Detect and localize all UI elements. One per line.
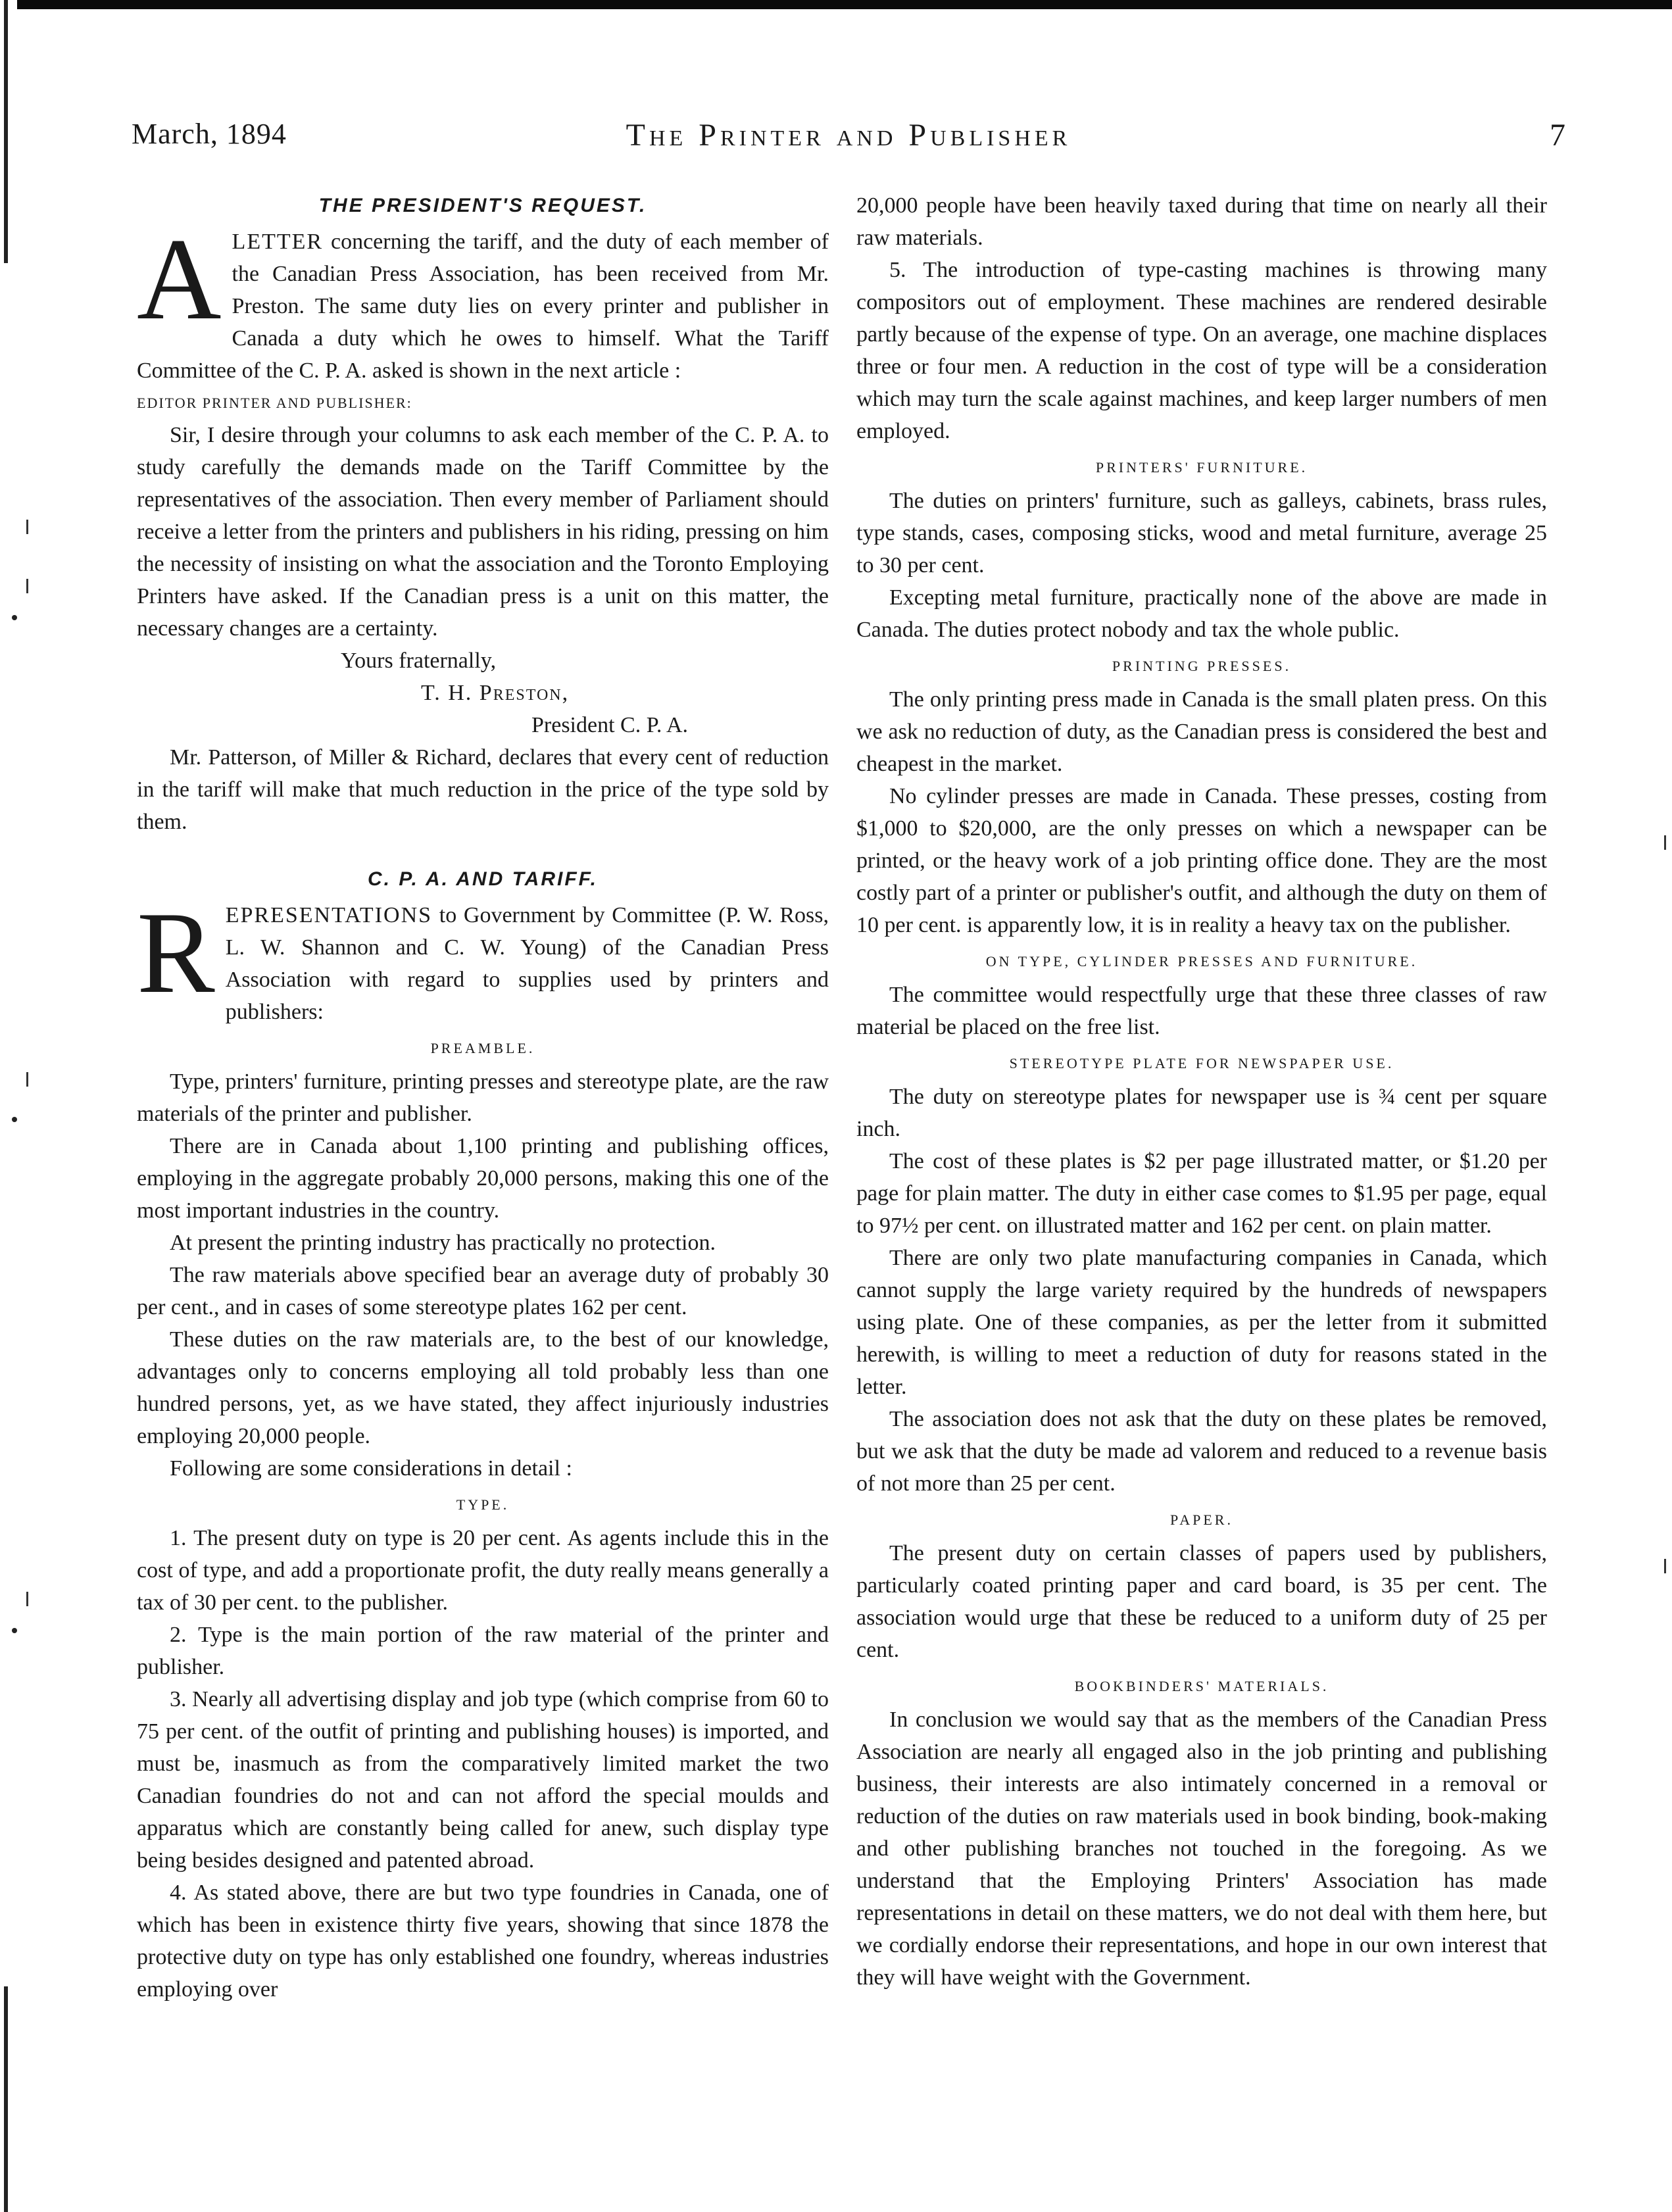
article-heading: THE PRESIDENT'S REQUEST.: [318, 195, 647, 216]
drop-cap: A: [137, 214, 222, 344]
section-heading: PREAMBLE.: [430, 1040, 535, 1056]
binding-edge-mark: [4, 1986, 8, 2212]
article-paragraph: The duty on stereotype plates for newspaper use is ¾ cent per square inch.: [856, 1085, 1547, 1141]
page-number: 7: [1550, 118, 1565, 153]
article-paragraph: The only printing press made in Canada is the small platen press. On this we ask no reduction of duty, as the Canadian press is considered the best and cheapest in the market.: [856, 687, 1547, 776]
section-heading: STEREOTYPE PLATE FOR NEWSPAPER USE.: [1009, 1055, 1394, 1071]
section-heading: TYPE.: [456, 1496, 510, 1513]
article-paragraph: The duties on printers' furniture, such as galleys, cabinets, brass rules, type stands, cases, composing sticks, wood and metal furniture, average 25 to 30 per cent.: [856, 489, 1547, 578]
right-column: [856, 189, 1547, 1994]
binding-edge-mark: [4, 0, 8, 263]
article-heading: C. P. A. AND TARIFF.: [367, 868, 598, 890]
article-paragraph: There are in Canada about 1,100 printing and publishing offices, employing in the aggregate probably 20,000 persons, making this one of the most important industries in the country.: [137, 1134, 829, 1223]
page-header: [132, 117, 1565, 163]
article-paragraph: The committee would respectfully urge that these three classes of raw material be placed on the free list.: [856, 983, 1547, 1039]
page-left-edge: [0, 0, 17, 2212]
article-paragraph: There are only two plate manufacturing companies in Canada, which cannot supply the large variety required by the hundreds of newspapers using plate. One of these companies, as per the letter from it submitted herewith, is willing to meet a reduction of duty for reasons stated in the letter.: [856, 1246, 1547, 1399]
margin-mark: [26, 1072, 28, 1087]
section-heading: PAPER.: [1170, 1512, 1233, 1528]
margin-mark: [12, 615, 17, 620]
article-paragraph: Type, printers' furniture, printing presses and stereotype plate, are the raw materials of the printer and publisher.: [137, 1069, 829, 1126]
signature-name: [137, 677, 829, 709]
numbered-paragraph: 1. The present duty on type is 20 per cent. As agents include this in the cost of type, and add a proportionate profit, the duty really means generally a tax of 30 per cent. to the publisher.: [137, 1526, 829, 1615]
signature-name-text: T. H. Preston,: [421, 681, 570, 705]
article-paragraph: Excepting metal furniture, practically none of the above are made in Canada. The duties protect nobody and tax the whole public.: [856, 585, 1547, 642]
top-border-rule: [0, 0, 1672, 9]
numbered-paragraph: 5. The introduction of type-casting machines is throwing many compositors out of employment. These machines are rendered desirable partly because of the expense of type. On an average, one machine displaces three or four men. A reduction in the cost of type will be a consideration which may turn the scale against machines, and keep larger numbers of men employed.: [856, 258, 1547, 443]
drop-cap: R: [137, 887, 215, 1018]
section-heading: PRINTERS' FURNITURE.: [1095, 459, 1308, 476]
article-paragraph: Following are some considerations in detail :: [170, 1456, 572, 1481]
numbered-paragraph: 3. Nearly all advertising display and job type (which comprise from 60 to 75 per cent. of the outfit of printing and publishing houses) is imported, and must be, inasmuch as from the comparatively limited market the two Canadian foundries do not and can not afford the special moulds and apparatus which are constantly being called for anew, such display type being besides designed and patented abroad.: [137, 1687, 829, 1873]
numbered-paragraph: 4. As stated above, there are but two type foundries in Canada, one of which has been in existence thirty five years, showing that since 1878 the protective duty on type has only established one foundry, whereas industries employing over: [137, 1880, 829, 2002]
letter-body: Sir, I desire through your columns to ask each member of the C. P. A. to study carefully the demands made on the Tariff Committee by the representatives of the association. Then every member of Parliament should receive a letter from the printers and publishers in his riding, pressing on him the necessity of insisting on what the association and the Toronto Employing Printers have asked. If the Canadian press is a unit on this matter, the necessary changes are a certainty.: [137, 423, 829, 641]
article-opening-paragraph: [137, 887, 829, 1028]
article-paragraph: At present the printing industry has practically no protection.: [170, 1231, 716, 1255]
margin-mark: [26, 1592, 28, 1606]
margin-mark: [1664, 835, 1666, 850]
article-paragraph: In conclusion we would say that as the members of the Canadian Press Association are nearly all engaged also in the job printing and publishing business, their interests are also intimately concerned in a removal or reduction of the duties on raw materials used in book binding, book-making and other publishing branches not touched in the foregoing. As we understand that the Employing Printers' Association has made representations in detail on these matters, we do not deal with them here, but we cordially endorse their representations, and hope in our own interest that they will have weight with the Government.: [856, 1708, 1547, 1990]
opening-text: to Government by Committee (P. W. Ross, L. W. Shannon and C. W. Young) of the Canadian Press Association with regard to supplies used by printers and publishers:: [225, 903, 829, 1024]
opening-text: concerning the tariff, and the duty of each member of the Canadian Press Association, has been received from Mr. Preston. The same duty lies on every printer and publisher in Canada a duty which he owes to himself. What the Tariff Committee of the C. P. A. asked is shown in the next article :: [137, 230, 829, 383]
article-paragraph: The raw materials above specified bear an average duty of probably 30 per cent., and in cases of some stereotype plates 162 per cent.: [137, 1263, 829, 1319]
section-heading: PRINTING PRESSES.: [1112, 658, 1292, 674]
article-paragraph: The present duty on certain classes of papers used by publishers, particularly coated printing paper and card board, is 35 per cent. The association would urge that these be reduced to a uniform duty of 25 per cent.: [856, 1541, 1547, 1662]
article-paragraph: The cost of these plates is $2 per page illustrated matter, or $1.20 per page for plain matter. The duty in either case comes to $1.95 per page, equal to 97½ per cent. on illustrated matter and 162 per cent. on plain matter.: [856, 1149, 1547, 1238]
margin-mark: [12, 1117, 17, 1122]
letter-closing: Yours fraternally,: [341, 649, 497, 673]
margin-mark: [12, 1628, 17, 1633]
publication-title: The Printer and Publisher: [626, 118, 1071, 153]
issue-date: March, 1894: [132, 118, 287, 150]
margin-mark: [26, 579, 28, 593]
letter-salutation: EDITOR PRINTER AND PUBLISHER:: [137, 395, 412, 411]
article-paragraph: Mr. Patterson, of Miller & Richard, declares that every cent of reduction in the tariff will make that much reduction in the price of the type sold by them.: [137, 745, 829, 834]
opening-caps: LETTER: [232, 230, 324, 254]
left-column: [137, 189, 829, 2005]
article-paragraph: These duties on the raw materials are, to the best of our knowledge, advantages only to concerns employing all told probably less than one hundred persons, yet, as we have stated, they affect injuriously industries employing 20,000 people.: [137, 1327, 829, 1448]
margin-mark: [26, 520, 28, 534]
section-heading: ON TYPE, CYLINDER PRESSES AND FURNITURE.: [985, 953, 1418, 970]
continued-paragraph: 20,000 people have been heavily taxed during that time on nearly all their raw materials.: [856, 193, 1547, 250]
article-paragraph: No cylinder presses are made in Canada. These presses, costing from $1,000 to $20,000, are the only presses on which a newspaper can be printed, or the heavy work of a job printing office done. They are the most costly part of a printer or publisher's outfit, and although the duty on them of 10 per cent. is apparently low, it is in reality a heavy tax on the publisher.: [856, 784, 1547, 937]
numbered-paragraph: 2. Type is the main portion of the raw material of the printer and publisher.: [137, 1623, 829, 1679]
article-opening-paragraph: [137, 214, 829, 387]
article-paragraph: The association does not ask that the duty on these plates be removed, but we ask that the duty be made ad valorem and reduced to a revenue basis of not more than 25 per cent.: [856, 1407, 1547, 1496]
signature-title: President C. P. A.: [531, 713, 689, 737]
opening-caps: EPRESENTATIONS: [225, 903, 433, 927]
section-heading: BOOKBINDERS' MATERIALS.: [1074, 1678, 1329, 1694]
margin-mark: [1664, 1559, 1666, 1573]
